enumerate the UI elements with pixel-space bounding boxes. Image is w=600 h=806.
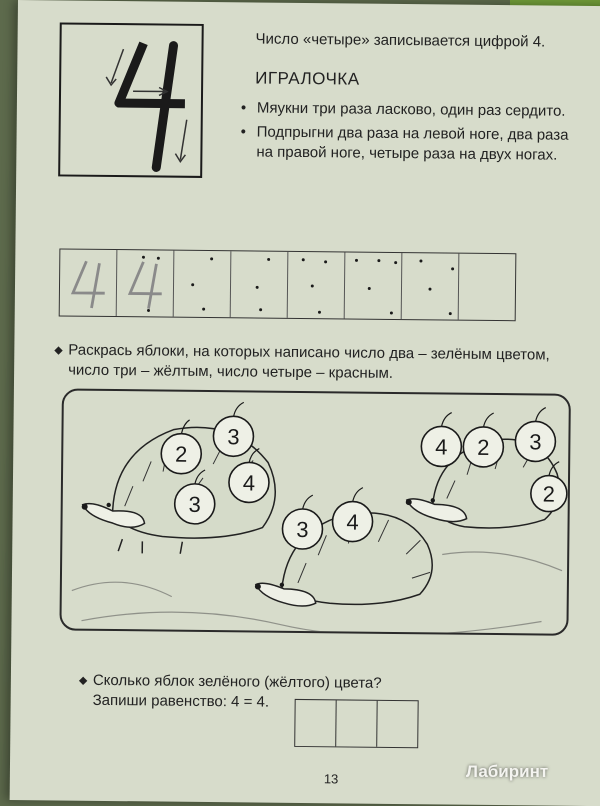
apple-number: 3 [188, 491, 201, 517]
list-item: • Мяукни три раза ласково, один раз сердито. [239, 98, 584, 122]
digit-four-icon [60, 24, 202, 175]
practice-cell-dots[interactable] [401, 253, 459, 320]
practice-cell-traced[interactable] [116, 250, 174, 317]
answer-box[interactable] [376, 701, 417, 747]
apple [282, 495, 323, 549]
apple [332, 487, 373, 541]
diamond-icon: ◆ [54, 344, 63, 357]
question-line: Сколько яблок зелёного (жёлтого) цвета? [92, 671, 382, 692]
practice-cell-dots[interactable] [287, 252, 345, 319]
watermark-logo: Лабиринт [466, 762, 549, 781]
arrow-icon [175, 120, 186, 162]
handwriting-practice-row[interactable] [59, 248, 517, 321]
page-number: 13 [323, 771, 339, 787]
guide-dots-icon [345, 252, 402, 319]
apple [213, 402, 254, 456]
four-trace-icon [117, 250, 174, 317]
practice-cell-dots[interactable] [230, 251, 288, 318]
apple-number: 2 [542, 481, 556, 507]
digit-four-model [58, 22, 204, 177]
practice-cell-traced[interactable] [60, 249, 117, 316]
intro-text: Число «четыре» записывается цифрой 4. [255, 30, 546, 51]
practice-cell-empty[interactable] [458, 254, 516, 321]
guide-dots-icon [288, 252, 345, 319]
list-item: • Подпрыгни два раза на левой ноге, два раза на правой ноге, четыре раза на двух ногах. [238, 122, 583, 166]
answer-box[interactable] [335, 700, 376, 746]
answer-boxes[interactable] [294, 699, 418, 748]
apple [515, 407, 556, 461]
diamond-icon: ◆ [78, 674, 88, 687]
apple-number: 3 [296, 516, 309, 543]
guide-dots-icon [402, 253, 459, 320]
practice-cell-dots[interactable] [344, 252, 402, 319]
hedgehogs-with-apples-icon [61, 391, 568, 634]
apple-number: 2 [477, 434, 490, 460]
apple-number: 3 [529, 429, 542, 455]
apple-number: 4 [242, 470, 256, 496]
practice-cell-dots[interactable] [173, 251, 231, 318]
equation-line: Запиши равенство: 4 = 4. [92, 691, 270, 711]
coloring-task-text: Раскрась яблоки, на которых написано число два – зелёным цветом, число три – жёлтым, число четыре – красным. [68, 341, 550, 382]
game-title: ИГРАЛОЧКА [255, 68, 360, 89]
game-list [238, 98, 584, 170]
arrow-icon [133, 87, 167, 95]
workbook-page [10, 0, 600, 806]
hedgehog-illustration [59, 388, 571, 635]
guide-dots-icon [231, 251, 288, 318]
guide-dots-icon [174, 251, 231, 318]
four-trace-icon [60, 249, 117, 316]
arrow-icon [106, 49, 123, 85]
apple [421, 412, 462, 466]
apple-number: 2 [174, 441, 188, 467]
apple-number: 4 [346, 509, 359, 535]
apple-number: 4 [435, 434, 448, 460]
coloring-task [54, 341, 573, 386]
apple-number: 3 [227, 424, 240, 450]
apple [463, 413, 504, 467]
answer-box[interactable] [295, 700, 335, 746]
